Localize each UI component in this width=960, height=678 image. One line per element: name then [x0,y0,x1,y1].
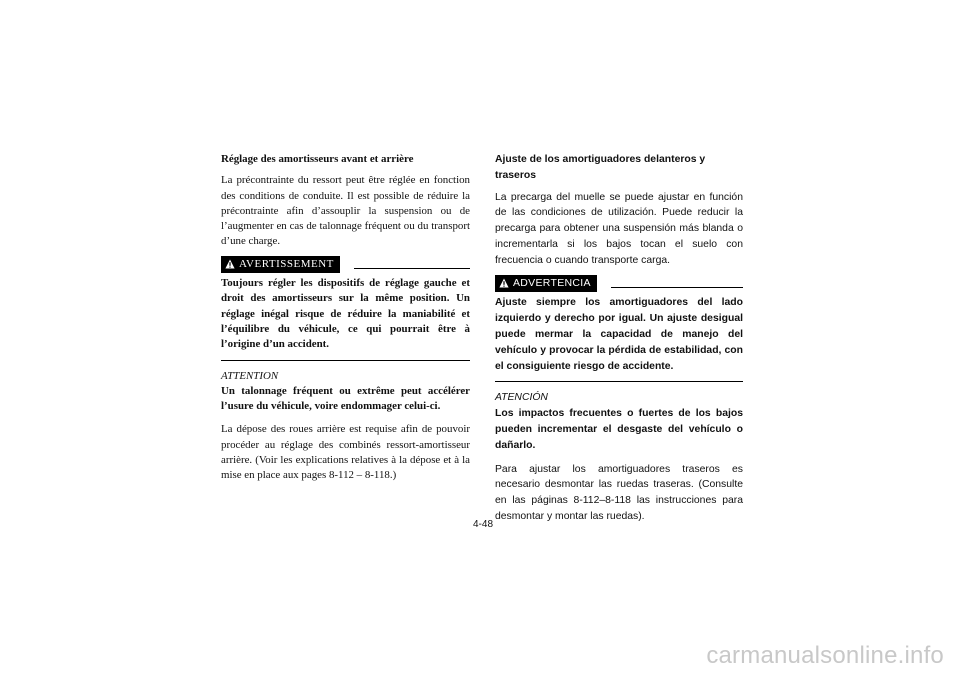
intro-paragraph-es: La precarga del muelle se puede ajustar en función de las condiciones de utilización. Puede reducir la precarga para obtener una suspensión más blanda o incrementarla si los bajos tocan el suelo con frecuencia o cuando transporte carga. [495,191,743,266]
warning-badge-fr [221,256,340,273]
section-heading-es: Ajuste de los amortiguadores delanteros y traseros [495,154,706,181]
warning-text-es: Ajuste siempre los amortiguadores del lado izquierdo y derecho por igual. Un ajuste desigual puede mermar la capacidad de manejo del vehículo y provocar la pérdida de estabilidad, con el consiguiente riesgo de accidente. [495,297,743,372]
french-column [221,152,470,490]
warning-text-fr: Toujours régler les dispositifs de réglage gauche et droit des amortisseurs sur la même position. Un réglage inégal risque de réduire la maniabilité et l’équilibre du véhicule, ce qui pourrait être à l’origine d’un accident. [221,277,470,351]
attention-text-fr: Un talonnage fréquent ou extrême peut accélérer l’usure du véhicule, voire endommager celui-ci. [221,384,470,413]
warning-header-fr [221,256,470,273]
attention-text-es: Los impactos frecuentes o fuertes de los bajos pueden incrementar el desgaste del vehículo o dañarlo. [495,408,743,451]
attention-title-es: ATENCIÓN [495,392,548,404]
page-number: 4-48 [473,519,494,530]
divider-es [495,381,743,382]
removal-paragraph-fr: La dépose des roues arrière est requise afin de pouvoir procéder au réglage des combinés ressort-amortisseur arrière. (Voir les explications relatives à la dépose et à la mise en place aux pages 8-112 – 8-118.) [221,423,470,482]
warning-triangle-icon [499,278,509,288]
watermark: carmanualsonline.info [706,642,944,669]
intro-paragraph-fr: La précontrainte du ressort peut être réglée en fonction des conditions de conduite. Il est possible de réduire la précontrainte afin d’assouplir la suspension ou de l’augmenter en cas de talonnage fréquent ou du transport d’une charge. [221,174,470,248]
warning-rule-fr [354,268,470,269]
spanish-column [495,152,743,531]
warning-label-es: ADVERTENCIA [513,276,591,289]
divider-fr [221,360,470,361]
warning-badge-es [495,275,597,293]
warning-header-es [495,275,743,293]
warning-label-fr: AVERTISSEMENT [239,257,334,270]
warning-triangle-icon [225,259,235,269]
removal-paragraph-es: Para ajustar los amortiguadores traseros es necesario desmontar las ruedas traseras. (Consulte en las páginas 8-112–8-118 las instrucciones para desmontar y montar las ruedas). [495,463,743,522]
section-heading-fr: Réglage des amortisseurs avant et arrière [221,153,414,165]
warning-rule-es [611,287,743,288]
attention-title-fr: ATTENTION [221,369,279,382]
